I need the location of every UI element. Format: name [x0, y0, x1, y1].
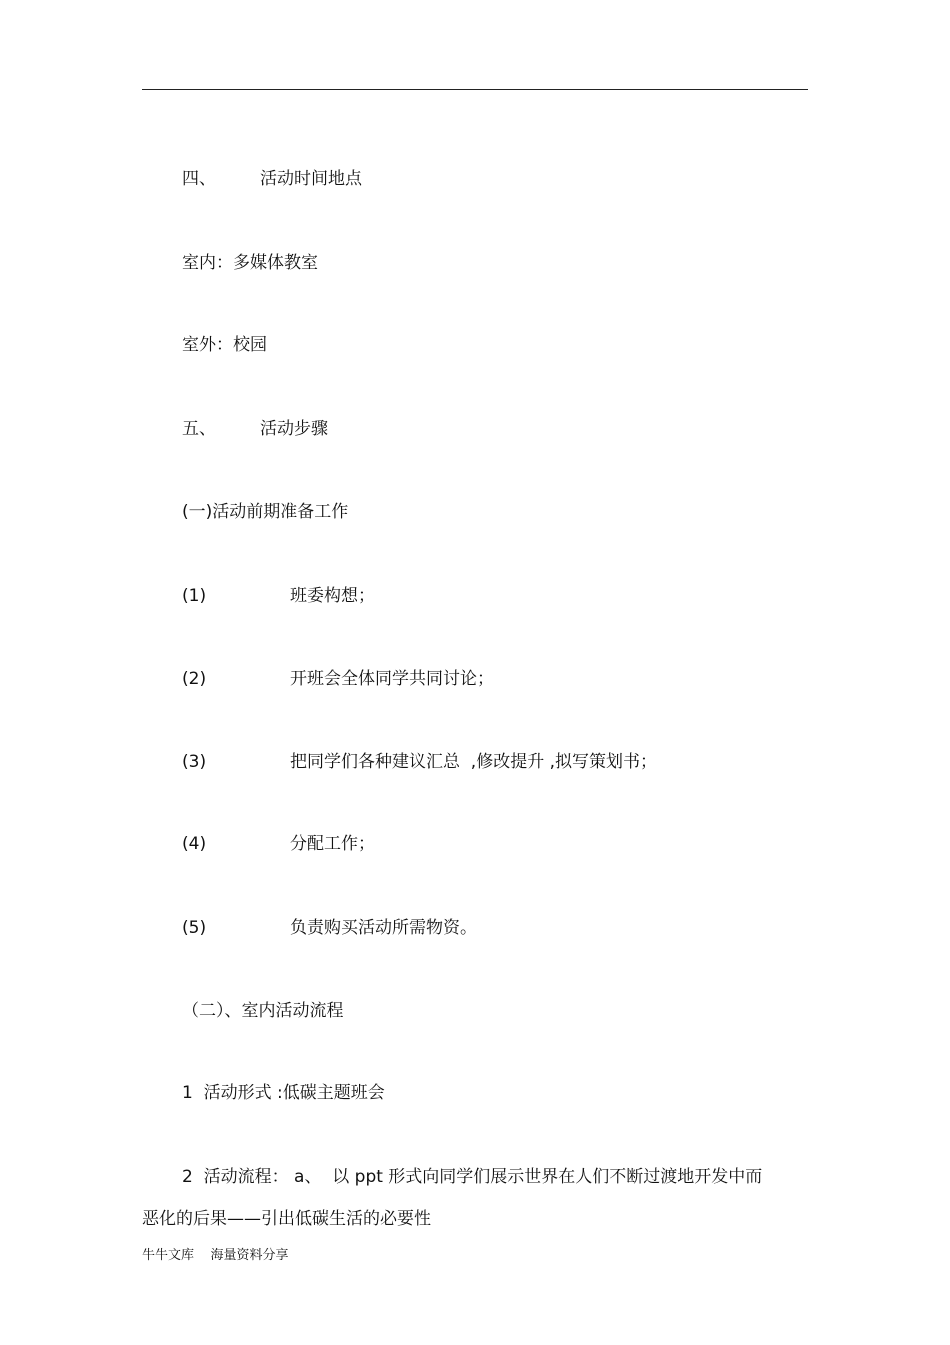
item-number: (1): [182, 586, 207, 606]
list-item: [182, 916, 477, 940]
activity-flow-line2: 恶化的后果——引出低碳生活的必要性: [142, 1209, 431, 1229]
prep-heading: (一)活动前期准备工作: [182, 502, 349, 522]
list-item: [182, 584, 375, 608]
list-item: [182, 667, 494, 691]
item-text: 分配工作；: [290, 834, 375, 854]
item-number: (3): [182, 752, 207, 772]
item-text: 开班会全体同学共同讨论；: [290, 669, 494, 689]
list-item: [182, 832, 375, 856]
item-text: 把同学们各种建议汇总 ,修改提升 ,拟写策划书；: [290, 752, 658, 772]
list-item: [182, 750, 657, 774]
section-heading-4: [182, 167, 362, 191]
item-text: 负责购买活动所需物资。: [290, 918, 477, 938]
outdoor-location: 室外：校园: [182, 335, 267, 355]
section-number: 五、: [182, 419, 216, 439]
item-number: (2): [182, 669, 207, 689]
section-title: 活动时间地点: [260, 169, 362, 189]
item-number: (4): [182, 834, 207, 854]
activity-form: 1 活动形式 :低碳主题班会: [182, 1083, 385, 1103]
section-heading-5: [182, 417, 328, 441]
item-number: (5): [182, 918, 207, 938]
indoor-flow-heading: （二）、室内活动流程: [182, 1001, 344, 1021]
page-footer: 牛牛文库 海量资料分享: [142, 1248, 289, 1263]
section-title: 活动步骤: [260, 419, 328, 439]
item-text: 班委构想；: [290, 586, 375, 606]
section-number: 四、: [182, 169, 216, 189]
indoor-location: 室内：多媒体教室: [182, 253, 318, 273]
header-rule: [142, 89, 808, 90]
activity-flow-line1: 2 活动流程： a、 以 ppt 形式向同学们展示世界在人们不断过渡地开发中而: [182, 1167, 763, 1187]
